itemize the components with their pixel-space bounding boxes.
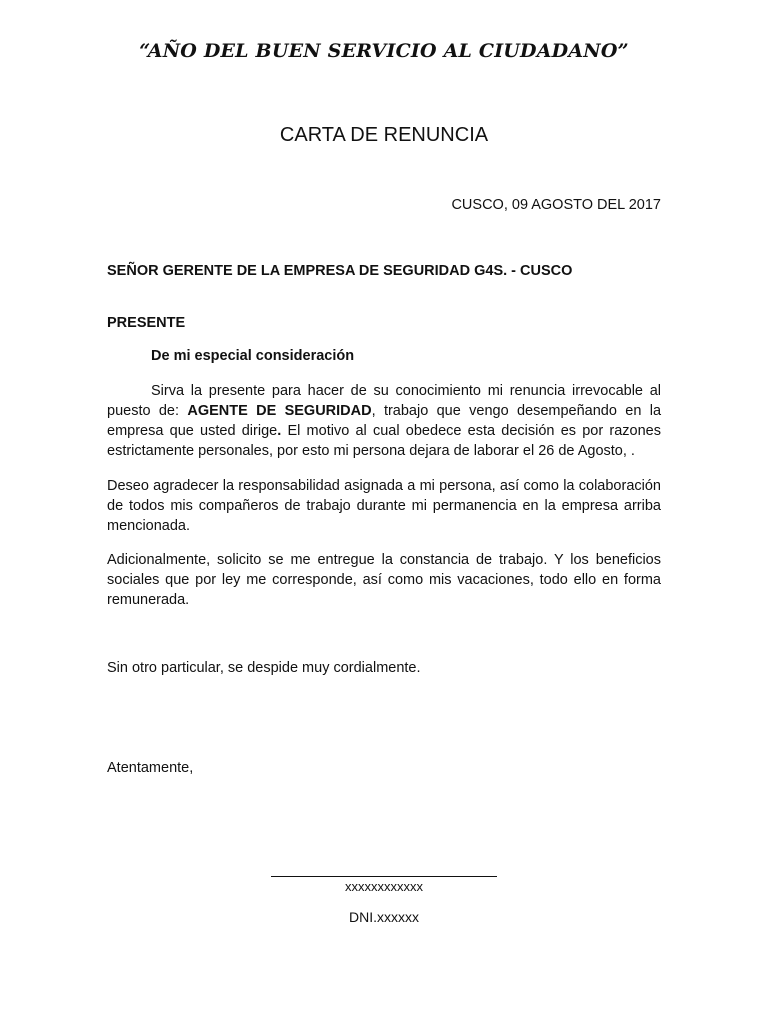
paragraph-text: Sirva la presente para hacer de su conocimiento mi renuncia irrevocable al puesto de:	[107, 383, 661, 419]
dni-number: DNI.xxxxxx	[349, 909, 419, 925]
presente-label: PRESENTE	[107, 315, 186, 331]
letter-date: CUSCO, 09 AGOSTO DEL 2017	[451, 197, 661, 213]
regards-line: Atentamente,	[107, 760, 194, 776]
signature-line	[271, 876, 497, 877]
job-position: AGENTE DE SEGURIDAD	[187, 403, 372, 419]
closing-line: Sin otro particular, se despide muy cordialmente.	[107, 660, 421, 676]
paragraph-benefits: Adicionalmente, solicito se me entregue la constancia de trabajo. Y los beneficios sociales que por ley me corresponde, así como mis vacaciones, todo ello en forma remunerada.	[107, 552, 661, 608]
paragraph-thanks: Deseo agradecer la responsabilidad asignada a mi persona, así como la colaboración de todos mis compañeros de trabajo durante mi permanencia en la empresa arriba mencionada.	[107, 478, 661, 534]
paragraph-resignation	[107, 381, 661, 461]
letter-title: CARTA DE RENUNCIA	[279, 124, 489, 146]
salutation: De mi especial consideración	[151, 348, 355, 364]
paragraph-text: El motivo al cual obedece esta decisión es por razones estrictamente personales, por esto mi persona dejara de laborar el 26 de Agosto, .	[107, 423, 661, 459]
paragraph-text: , trabajo que vengo desempeñando en la empresa que usted dirige	[107, 403, 662, 439]
bold-period: .	[277, 423, 282, 439]
recipient-line: SEÑOR GERENTE DE LA EMPRESA DE SEGURIDAD G4S. - CUSCO	[107, 263, 573, 279]
signature-name: xxxxxxxxxxxx	[345, 879, 423, 894]
year-motto: “AÑO DEL BUEN SERVICIO AL CIUDADANO”	[139, 40, 629, 62]
